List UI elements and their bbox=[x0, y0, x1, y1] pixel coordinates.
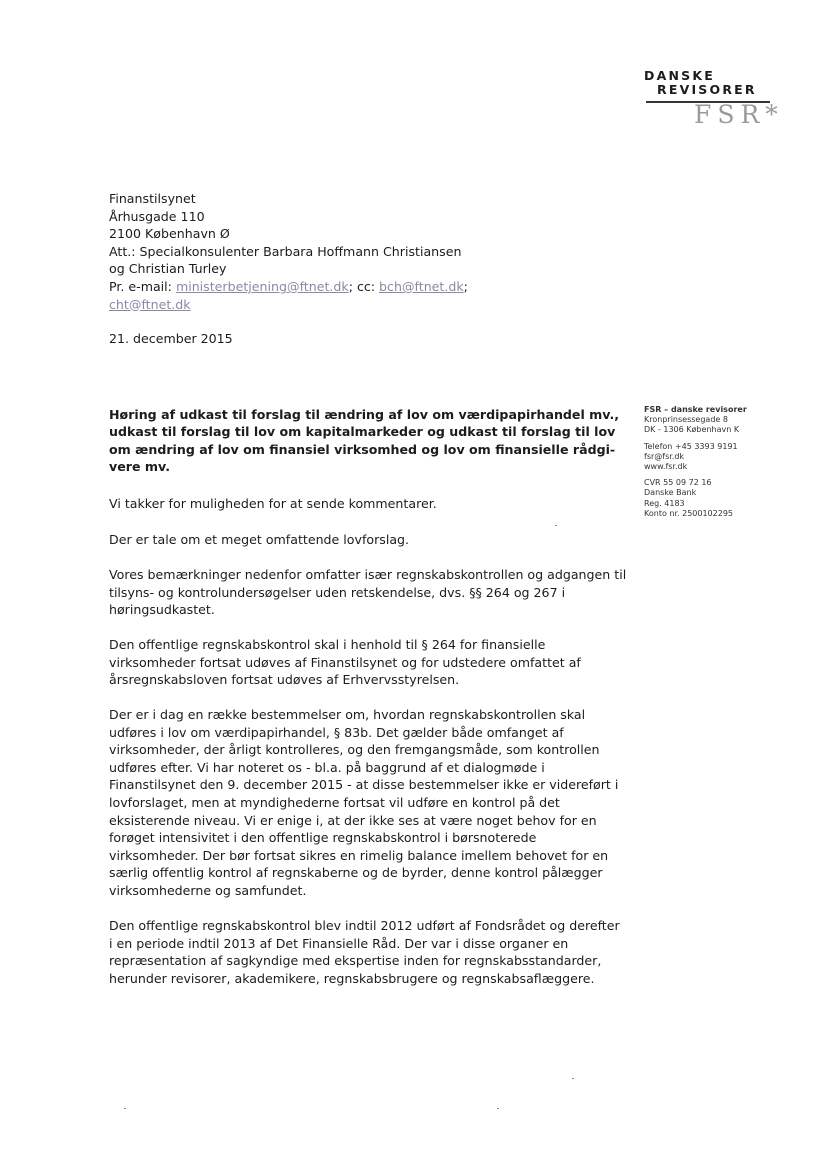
sender-info-sidebar bbox=[644, 405, 747, 519]
paragraph-line: Der er i dag en række bestemmelser om, hvordan regnskabskontrollen skal bbox=[109, 707, 586, 722]
recipient-address bbox=[109, 190, 468, 313]
paragraph-line: virksomhederne og samfundet. bbox=[109, 882, 307, 898]
sender-bank: Danske Bank bbox=[644, 488, 697, 498]
paragraph-line: lovforslaget, men at myndighederne fortsat vil udføre en kontrol på det bbox=[109, 794, 560, 810]
paragraph-line: eksisterende niveau. Vi er enige i, at der ikke ses at være noget behov for en bbox=[109, 812, 597, 828]
recipient-name: Finanstilsynet bbox=[109, 191, 196, 206]
paragraph-line: tilsyns- og kontrolundersøgelser uden retskendelse, dvs. §§ 264 og 267 i bbox=[109, 584, 566, 600]
sender-street: Kronprinsessegade 8 bbox=[644, 415, 728, 425]
cc-separator: ; cc: bbox=[348, 278, 380, 294]
recipient-attention-cont: og Christian Turley bbox=[109, 261, 227, 277]
recipient-street: Århusgade 110 bbox=[109, 208, 205, 224]
recipient-city: 2100 København Ø bbox=[109, 226, 230, 242]
email-semicolon: ; bbox=[463, 278, 468, 294]
sender-city: DK - 1306 København K bbox=[644, 425, 740, 435]
logo-fsr-mark: FSR* bbox=[694, 100, 784, 129]
sender-cvr: CVR 55 09 72 16 bbox=[644, 478, 712, 488]
sender-reg: Reg. 4183 bbox=[644, 498, 685, 508]
paragraph-line: Vi takker for muligheden for at sende kommentarer. bbox=[109, 496, 437, 511]
paragraph-line: forøget intensivitet i den offentlige regnskabskontrol i børsnoterede bbox=[109, 830, 537, 846]
logo-line-danske: DANSKE bbox=[644, 68, 715, 83]
email-link-ministerbetjening[interactable]: ministerbetjening@ftnet.dk bbox=[175, 278, 349, 294]
paragraph-line: udføres efter. Vi har noteret os - bl.a. på baggrund af et dialogmøde i bbox=[109, 759, 545, 775]
email-prefix: Pr. e-mail: bbox=[109, 278, 176, 294]
paragraph-line: virksomheder, der årligt kontrolleres, og den fremgangsmåde, som kontrollen bbox=[109, 742, 600, 758]
subject-line: vere mv. bbox=[109, 458, 170, 474]
sender-email: fsr@fsr.dk bbox=[644, 451, 685, 461]
paragraph-thanks bbox=[109, 495, 609, 513]
paragraph-line: særlig offentlig kontrol af regnskaberne og de byrder, denne kontrol pålægger bbox=[109, 865, 603, 881]
paragraph-83b bbox=[109, 706, 619, 900]
letter-date: 21. december 2015 bbox=[109, 331, 233, 346]
recipient-email-line-2 bbox=[109, 296, 468, 314]
paragraph-line: årsregnskabsloven fortsat udøves af Erhvervsstyrelsen. bbox=[109, 672, 460, 688]
paragraph-line: herunder revisorer, akademikere, regnskabsbrugere og regnskabsaflæggere. bbox=[109, 970, 595, 986]
sender-web: www.fsr.dk bbox=[644, 462, 688, 472]
paragraph-line: virksomheder fortsat udøves af Finanstilsynet og for udstedere omfattet af bbox=[109, 654, 581, 670]
subject-line: Høring af udkast til forslag til ændring af lov om værdipapirhandel mv., bbox=[109, 407, 620, 422]
paragraph-remarks bbox=[109, 566, 627, 619]
subject-line: udkast til forslag til lov om kapitalmarkeder og udkast til forslag til lov bbox=[109, 424, 616, 440]
subject-line: om ændring af lov om finansiel virksomhed og lov om finansielle rådgi- bbox=[109, 441, 616, 457]
letter-subject bbox=[109, 406, 620, 475]
paragraph-line: i en periode indtil 2013 af Det Finansielle Råd. Der var i disse organer en bbox=[109, 935, 569, 951]
paragraph-line: udføres i lov om værdipapirhandel, § 83b. Det gælder både omfanget af bbox=[109, 724, 564, 740]
paragraph-line: Den offentlige regnskabskontrol skal i henhold til § 264 for finansielle bbox=[109, 637, 546, 652]
paragraph-line: repræsentation af sagkyndige med ekspertise inden for regnskabsstandarder, bbox=[109, 953, 602, 969]
scan-speck bbox=[572, 1078, 574, 1079]
paragraph-line: virksomheder. Der bør fortsat sikres en rimelig balance imellem behovet for en bbox=[109, 847, 609, 863]
scan-speck bbox=[124, 1108, 126, 1109]
paragraph-264 bbox=[109, 636, 609, 689]
paragraph-line: Der er tale om et meget omfattende lovforslag. bbox=[109, 532, 410, 547]
sender-org: FSR – danske revisorer bbox=[644, 405, 747, 414]
paragraph-history bbox=[109, 917, 620, 987]
logo-line-revisorer: REVISORER bbox=[657, 82, 757, 97]
scan-speck bbox=[555, 525, 557, 526]
sender-account: Konto nr. 2500102295 bbox=[644, 508, 733, 518]
paragraph-line: Den offentlige regnskabskontrol blev indtil 2012 udført af Fondsrådet og derefter bbox=[109, 918, 620, 933]
email-link-bch[interactable]: bch@ftnet.dk bbox=[379, 278, 464, 294]
email-link-cht[interactable]: cht@ftnet.dk bbox=[109, 296, 191, 312]
paragraph-line: høringsudkastet. bbox=[109, 602, 215, 618]
scan-speck bbox=[497, 1108, 499, 1109]
paragraph-scope bbox=[109, 531, 609, 549]
paragraph-line: Vores bemærkninger nedenfor omfatter især regnskabskontrollen og adgangen til bbox=[109, 567, 627, 582]
recipient-attention: Att.: Specialkonsulenter Barbara Hoffmann Christiansen bbox=[109, 243, 462, 259]
paragraph-line: Finanstilsynet den 9. december 2015 - at disse bestemmelser ikke er videreført i bbox=[109, 777, 619, 793]
sender-phone: Telefon +45 3393 9191 bbox=[644, 441, 738, 451]
recipient-email-line bbox=[109, 278, 468, 296]
